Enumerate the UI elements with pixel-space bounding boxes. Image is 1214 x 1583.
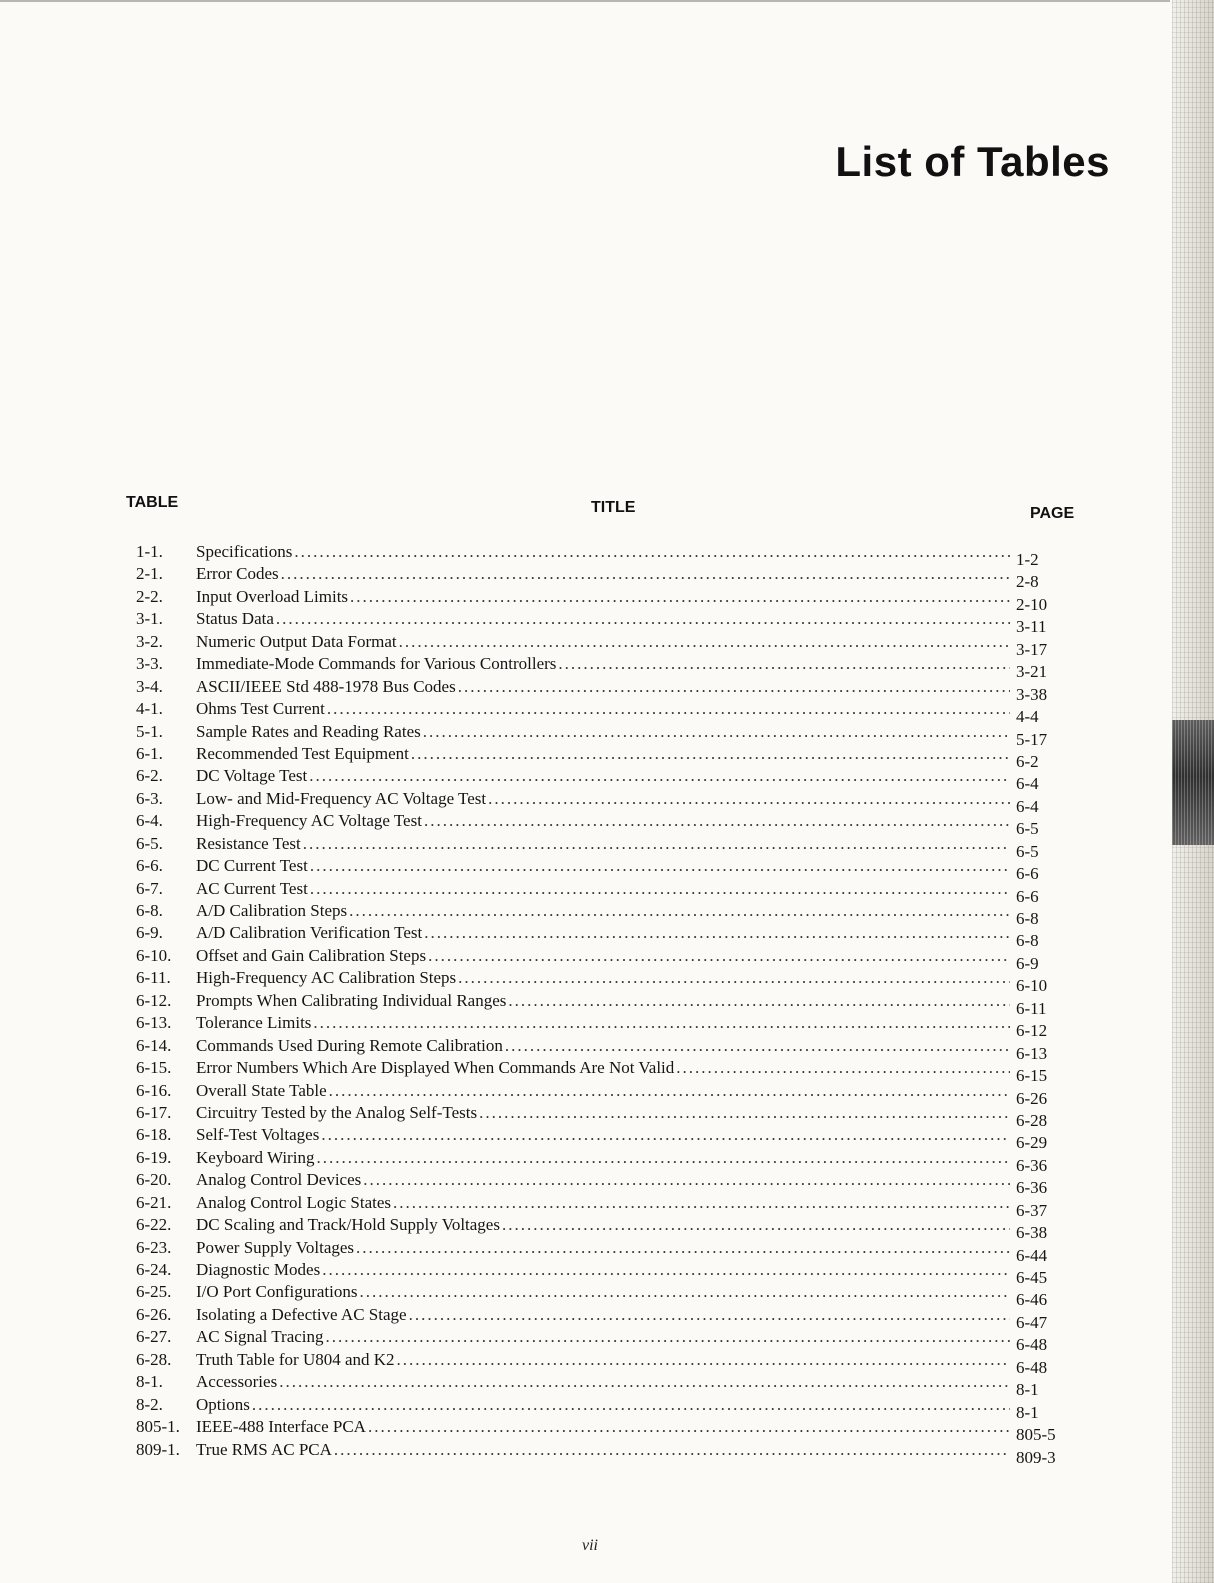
dot-leader (676, 1057, 1010, 1079)
table-entry[interactable] (136, 855, 1066, 884)
dot-leader (393, 1192, 1010, 1214)
dot-leader (279, 1371, 1010, 1393)
dot-leader (363, 1169, 1010, 1191)
table-entry[interactable] (136, 1124, 1066, 1153)
table-title: Tolerance Limits (196, 1013, 312, 1033)
table-number: 6-14. (136, 1035, 172, 1055)
table-number: 6-28. (136, 1349, 172, 1369)
table-entry[interactable] (136, 922, 1066, 951)
table-entry[interactable] (136, 878, 1066, 906)
table-title: Accessories (196, 1372, 278, 1392)
table-number: 6-9. (136, 923, 163, 943)
table-number: 6-23. (136, 1237, 172, 1257)
table-entry[interactable] (136, 698, 1066, 727)
table-title: Circuitry Tested by the Analog Self-Tests (196, 1102, 478, 1122)
dot-leader (294, 541, 1010, 563)
table-page-number: 3-17 (1016, 639, 1048, 659)
table-page-number: 3-21 (1016, 662, 1048, 682)
dot-leader (356, 1237, 1010, 1259)
table-number: 6-26. (136, 1304, 172, 1324)
table-title: IEEE-488 Interface PCA (196, 1417, 366, 1437)
table-page-number: 6-10 (1016, 976, 1048, 996)
dot-leader (326, 1326, 1010, 1348)
table-number: 6-19. (136, 1147, 172, 1167)
table-title: DC Voltage Test (196, 766, 308, 786)
column-header-title: TITLE (591, 499, 636, 516)
table-number: 6-17. (136, 1102, 172, 1122)
page-title: List of Tables (835, 138, 1110, 185)
dot-leader (458, 967, 1010, 989)
dot-leader (303, 833, 1010, 855)
table-title: High-Frequency AC Voltage Test (196, 811, 422, 831)
table-title: AC Signal Tracing (196, 1327, 324, 1347)
table-page-number: 6-12 (1016, 1021, 1048, 1041)
dot-leader (327, 698, 1010, 720)
table-page-number: 6-29 (1016, 1133, 1048, 1153)
table-number: 3-3. (136, 654, 163, 674)
table-entry[interactable] (136, 1326, 1066, 1355)
dot-leader (397, 1349, 1010, 1371)
table-page-number: 6-45 (1016, 1268, 1048, 1287)
dot-leader (321, 1124, 1010, 1146)
table-title: Overall State Table (196, 1080, 327, 1100)
table-title: Sample Rates and Reading Rates (196, 721, 421, 741)
table-number: 6-12. (136, 990, 172, 1010)
table-number: 8-1. (136, 1372, 163, 1392)
table-number: 6-24. (136, 1260, 172, 1279)
page-folio: vii (582, 1537, 598, 1554)
table-number: 6-5. (136, 833, 163, 853)
table-list (136, 541, 1066, 1467)
table-entry[interactable] (136, 900, 1066, 928)
table-title: Numeric Output Data Format (196, 631, 397, 651)
dot-leader (502, 1214, 1010, 1236)
table-page-number: 6-48 (1016, 1335, 1048, 1355)
dot-leader (558, 653, 1010, 675)
table-entry[interactable] (136, 990, 1066, 1018)
table-title: Power Supply Voltages (196, 1237, 355, 1257)
table-title: Options (196, 1394, 250, 1414)
table-page-number: 6-8 (1016, 931, 1039, 951)
dot-leader (350, 586, 1010, 608)
table-page-number: 6-36 (1016, 1155, 1048, 1175)
table-page-number: 6-13 (1016, 1043, 1048, 1063)
table-title: True RMS AC PCA (196, 1439, 332, 1459)
dot-leader (479, 1102, 1010, 1124)
scan-top-rule (0, 0, 1170, 2)
table-entry[interactable] (136, 1102, 1066, 1130)
table-title: Prompts When Calibrating Individual Ranges (196, 990, 507, 1010)
table-title: Resistance Test (196, 833, 301, 853)
table-entry[interactable] (136, 586, 1066, 614)
table-entry[interactable] (136, 1147, 1066, 1175)
table-title: Isolating a Defective AC Stage (196, 1304, 407, 1324)
table-page-number: 6-5 (1016, 841, 1039, 861)
table-page-number: 8-1 (1016, 1402, 1039, 1422)
table-number: 6-16. (136, 1080, 172, 1100)
table-entry[interactable] (136, 541, 1066, 569)
table-page-number: 2-10 (1016, 594, 1048, 614)
dot-leader (360, 1281, 1011, 1303)
table-entry[interactable] (136, 1192, 1066, 1220)
dot-leader (334, 1439, 1010, 1461)
dot-leader (322, 1259, 1010, 1281)
dot-leader (276, 608, 1010, 630)
table-title: High-Frequency AC Calibration Steps (196, 968, 457, 988)
table-entry[interactable] (136, 1259, 1066, 1287)
table-number: 1-1. (136, 542, 163, 561)
table-title: A/D Calibration Verification Test (196, 923, 423, 943)
table-page-number: 6-11 (1016, 998, 1047, 1018)
table-title: Keyboard Wiring (196, 1147, 315, 1167)
column-header-page: PAGE (1030, 505, 1075, 522)
table-title: Recommended Test Equipment (196, 743, 409, 763)
table-entry[interactable] (136, 653, 1066, 682)
table-page-number: 1-2 (1016, 550, 1039, 569)
table-title: Specifications (196, 542, 293, 561)
table-number: 6-10. (136, 945, 172, 965)
table-page-number: 5-17 (1016, 729, 1048, 749)
table-entry[interactable] (136, 1035, 1066, 1063)
table-number: 809-1. (136, 1439, 180, 1459)
table-number: 6-27. (136, 1327, 172, 1347)
table-entry[interactable] (136, 1080, 1066, 1108)
table-title: Truth Table for U804 and K2 (196, 1349, 395, 1369)
table-number: 6-1. (136, 743, 163, 763)
table-number: 6-8. (136, 901, 163, 920)
table-page-number: 6-46 (1016, 1290, 1048, 1310)
dot-leader (428, 945, 1010, 967)
table-title: Commands Used During Remote Calibration (196, 1035, 503, 1055)
dot-leader (310, 855, 1010, 877)
dot-leader (508, 990, 1010, 1012)
table-entry[interactable] (136, 1394, 1066, 1422)
dot-leader (368, 1416, 1010, 1438)
table-number: 6-11. (136, 968, 171, 988)
table-page-number: 805-5 (1016, 1425, 1056, 1445)
table-entry[interactable] (136, 1439, 1066, 1467)
table-entry[interactable] (136, 1371, 1066, 1400)
table-entry[interactable] (136, 721, 1066, 749)
table-page-number: 6-44 (1016, 1245, 1048, 1265)
table-number: 2-2. (136, 586, 163, 606)
table-title: Analog Control Logic States (196, 1192, 392, 1212)
dot-leader (505, 1035, 1010, 1057)
table-title: Error Numbers Which Are Displayed When Commands Are Not Valid (196, 1058, 675, 1078)
table-page-number: 6-5 (1016, 819, 1039, 839)
table-number: 3-1. (136, 609, 163, 629)
table-page-number: 809-3 (1016, 1447, 1056, 1467)
table-entry[interactable] (136, 631, 1066, 659)
table-page-number: 6-6 (1016, 886, 1039, 906)
table-title: Diagnostic Modes (196, 1260, 321, 1279)
table-title: Analog Control Devices (196, 1170, 362, 1190)
table-page-number: 6-37 (1016, 1200, 1048, 1220)
table-number: 6-13. (136, 1013, 172, 1033)
table-entry[interactable] (136, 810, 1066, 839)
dot-leader (424, 810, 1010, 832)
table-number: 6-4. (136, 811, 163, 831)
table-title: A/D Calibration Steps (196, 901, 348, 920)
table-entry[interactable] (136, 1349, 1066, 1377)
table-number: 2-1. (136, 564, 163, 584)
table-entry[interactable] (136, 743, 1066, 771)
table-number: 6-22. (136, 1215, 172, 1235)
dot-leader (316, 1147, 1010, 1169)
table-page-number: 6-4 (1016, 796, 1039, 816)
table-entry[interactable] (136, 563, 1066, 592)
table-title: AC Current Test (196, 878, 308, 898)
table-number: 805-1. (136, 1417, 180, 1437)
table-title: DC Scaling and Track/Hold Supply Voltages (196, 1215, 500, 1235)
table-title: I/O Port Configurations (196, 1282, 358, 1302)
table-page-number: 6-38 (1016, 1223, 1048, 1243)
table-page-number: 6-9 (1016, 953, 1039, 973)
table-number: 6-2. (136, 766, 163, 786)
table-number: 3-2. (136, 631, 163, 651)
table-page-number: 8-1 (1016, 1380, 1039, 1400)
dot-leader (423, 721, 1010, 743)
table-entry[interactable] (136, 608, 1066, 637)
table-title: Offset and Gain Calibration Steps (196, 945, 427, 965)
dot-leader (488, 788, 1010, 810)
table-number: 8-2. (136, 1394, 163, 1414)
dot-leader (399, 631, 1010, 653)
table-page-number: 6-4 (1016, 774, 1039, 794)
table-number: 6-7. (136, 878, 163, 898)
dot-leader (313, 1012, 1010, 1034)
table-number: 3-4. (136, 676, 163, 696)
table-number: 6-21. (136, 1192, 172, 1212)
table-entry[interactable] (136, 1012, 1066, 1041)
dot-leader (458, 676, 1010, 698)
table-entry[interactable] (136, 788, 1066, 816)
table-page-number: 6-2 (1016, 751, 1039, 771)
table-number: 6-15. (136, 1058, 172, 1078)
dot-leader (424, 922, 1010, 944)
table-number: 6-20. (136, 1170, 172, 1190)
table-entry[interactable] (136, 765, 1066, 794)
dot-leader (411, 743, 1010, 765)
scan-edge-shadow (1172, 0, 1214, 1583)
table-page-number: 6-36 (1016, 1178, 1048, 1198)
table-title: Self-Test Voltages (196, 1125, 320, 1145)
table-page-number: 2-8 (1016, 572, 1039, 592)
table-page-number: 6-8 (1016, 909, 1039, 928)
table-page-number: 6-26 (1016, 1088, 1048, 1108)
table-title: Ohms Test Current (196, 699, 325, 719)
table-number: 6-3. (136, 788, 163, 808)
table-page-number: 6-47 (1016, 1312, 1048, 1332)
table-page-number: 6-15 (1016, 1066, 1048, 1086)
table-title: Input Overload Limits (196, 586, 349, 606)
dot-leader (309, 765, 1010, 787)
table-page-number: 4-4 (1016, 707, 1039, 727)
table-number: 4-1. (136, 699, 163, 719)
dot-leader (281, 563, 1010, 585)
table-page-number: 3-11 (1016, 617, 1047, 637)
table-entry[interactable] (136, 1057, 1066, 1086)
table-entry[interactable] (136, 1169, 1066, 1198)
table-page-number: 3-38 (1016, 684, 1048, 704)
table-entry[interactable] (136, 833, 1066, 861)
column-header-table: TABLE (126, 494, 179, 511)
table-number: 6-18. (136, 1125, 172, 1145)
table-title: ASCII/IEEE Std 488-1978 Bus Codes (196, 676, 456, 696)
table-entry[interactable] (136, 676, 1066, 704)
scan-edge-dark-band (1172, 720, 1214, 845)
table-number: 6-25. (136, 1282, 172, 1302)
table-title: DC Current Test (196, 856, 308, 876)
table-entry[interactable] (136, 1214, 1066, 1243)
table-entry[interactable] (136, 1304, 1066, 1332)
table-page-number: 6-6 (1016, 864, 1039, 884)
table-entry[interactable] (136, 1416, 1066, 1445)
table-entry[interactable] (136, 967, 1066, 996)
table-entry[interactable] (136, 1281, 1066, 1310)
table-title: Immediate-Mode Commands for Various Controllers (196, 654, 557, 674)
table-page-number: 6-48 (1016, 1357, 1048, 1377)
table-number: 5-1. (136, 721, 163, 741)
table-page-number: 6-28 (1016, 1110, 1048, 1130)
dot-leader (349, 900, 1010, 922)
table-title: Low- and Mid-Frequency AC Voltage Test (196, 788, 487, 808)
table-entry[interactable] (136, 1237, 1066, 1265)
table-entry[interactable] (136, 945, 1066, 973)
table-number: 6-6. (136, 856, 163, 876)
dot-leader (409, 1304, 1010, 1326)
table-title: Error Codes (196, 564, 279, 584)
dot-leader (252, 1394, 1010, 1416)
dot-leader (329, 1080, 1010, 1102)
dot-leader (310, 878, 1010, 900)
table-title: Status Data (196, 609, 274, 629)
